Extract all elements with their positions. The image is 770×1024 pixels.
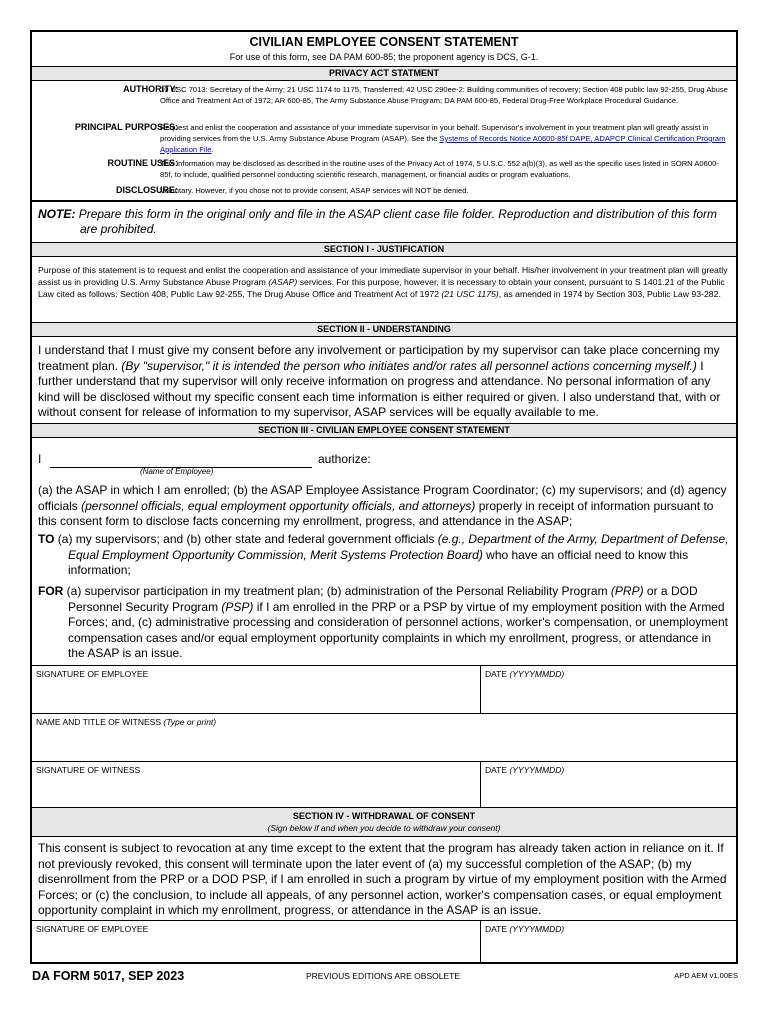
section-4-caption: (Sign below if and when you decide to withdraw your consent) — [267, 823, 501, 833]
section-4-text: This consent is subject to revocation at any time except to the extent that the program has already taken action in reliance on it. If not previously revoked, this consent will terminate upon the later event of (a) my successful completion of the ASAP; (b) my disenrollment from the PRP or a DOD PSP, if I am enrolled in such a program by virtue of my employment position with the Armed Forces; or (c) the conclusion, to include all appeals, of any personnel action, worker's compensation cases, or equal employment opportunity complaint in which my enrollment, progress, or attendance in the ASAP is an issue. — [38, 841, 727, 917]
section-4-header: SECTION IV - WITHDRAWAL OF CONSENT — [292, 811, 476, 821]
consent-paragraph-to: TO (a) my supervisors; and (b) other state and federal government officials (e.g., Department of the Army, Department of Defense, Equal Employment Opportunity Commission, Merit Systems Protection Board) who have an official need to know this information; — [38, 532, 729, 577]
name-caption: (Name of Employee) — [140, 467, 214, 476]
section-1-header: SECTION I - JUSTIFICATION — [32, 242, 736, 257]
form-number: DA FORM 5017, SEP 2023 — [32, 969, 185, 983]
section-2-header: SECTION II - UNDERSTANDING — [32, 322, 736, 337]
withdrawal-date-field[interactable]: DATE (YYYYMMDD) — [480, 920, 736, 964]
disclosure-label: DISCLOSURE: — [115, 185, 178, 195]
form-title: CIVILIAN EMPLOYEE CONSENT STATEMENT — [249, 35, 519, 49]
consent-paragraph-for: FOR (a) supervisor participation in my treatment plan; (b) administration of the Personal Reliability Program (PRP) or a DOD Personnel Security Program (PSP) if I am enrolled in the PRP or a PSP by virtue of my employment position with the Armed Forces; and, (c) administrative processing and consideration of personnel actions, worker's compensation, or unemployment compensation cases and/or equal employment opportunity complaints in which my enrollment, progress, or attendance in the ASAP is an issue. — [38, 584, 728, 660]
form-frame — [30, 30, 738, 964]
principal-purposes-text: Request and enlist the cooperation and assistance of your immediate supervisor in your behalf. Supervisor's involvement in your treatment plan will greatly assist in providing services from the U.S. Army Substance Abuse Program (ASAP). See the Systems of Records Notice A0600-85f DAPE, ADAPCP Clinical Certification Program Application File. — [160, 123, 726, 154]
sorn-link[interactable]: Systems of Records Notice A0600-85f DAPE, ADAPCP Clinical Certification Program Application File — [160, 134, 726, 154]
authority-label: AUTHORITY: — [123, 84, 178, 94]
note: NOTE: Prepare this form in the original only and file in the ASAP client case file folder. Reproduction and distribution of this form are prohibited. — [38, 207, 718, 236]
employee-signature-field[interactable]: SIGNATURE OF EMPLOYEE — [32, 665, 480, 713]
routine-uses-text: This information may be disclosed as described in the routine uses of the Privacy Act of 1974, 5 U.S.C. 552 a(b)(3), as well as the specific uses listed in SORN A0600-85f, to include, qualified personnel conducting scientific research, management, or financial audits or program evaluations. — [160, 159, 719, 179]
authorize-label: authorize: — [318, 452, 371, 466]
routine-uses-label: ROUTINE USES: — [107, 158, 178, 168]
disclosure-text: Voluntary. However, if you chose not to provide consent, ASAP services will NOT be denied. — [160, 186, 469, 195]
form-version: APD AEM v1.00ES — [674, 971, 738, 980]
section-2-text: I understand that I must give my consent before any involvement or participation by my supervisor can take place concerning my treatment plan. (By "supervisor," it is intended the person who initiates and/or rates all personnel actions concerning myself.) I further understand that my supervisor will only receive information on progress and attendance. No personal information of any kind will be disclosed without my specific consent each time information is either required or given. I also understand that, with or without consent for release of information to my supervisor, ASAP services will be equally available to me. — [38, 343, 721, 419]
witness-name-field[interactable]: NAME AND TITLE OF WITNESS (Type or print) — [32, 713, 736, 761]
i-label: I — [38, 452, 42, 466]
employee-name-input[interactable] — [50, 453, 312, 468]
witness-signature-field[interactable]: SIGNATURE OF WITNESS — [32, 761, 480, 807]
previous-editions: PREVIOUS EDITIONS ARE OBSOLETE — [306, 971, 460, 981]
withdrawal-signature-field[interactable]: SIGNATURE OF EMPLOYEE — [32, 920, 480, 964]
principal-purposes-label: PRINCIPAL PURPOSES: — [74, 122, 178, 132]
employee-date-field[interactable]: DATE (YYYYMMDD) — [480, 665, 736, 713]
privacy-act-header: PRIVACY ACT STATMENT — [32, 66, 736, 81]
section-3-header: SECTION III - CIVILIAN EMPLOYEE CONSENT STATEMENT — [32, 423, 736, 438]
consent-paragraph-1: (a) the ASAP in which I am enrolled; (b) the ASAP Employee Assistance Program Coordinator; (c) my supervisors; and (d) agency officials (personnel officials, equal employment opportunity officials, and attorneys) properly in receipt of information pursuant to this consent form to disclose facts concerning my enrollment, progress, and attendance in the ASAP; — [38, 483, 727, 528]
section-1-text: Purpose of this statement is to request and enlist the cooperation and assistance of your immediate supervisor in your behalf. His/her involvement in your treatment plan will greatly assist us in providing U.S. Army Substance Abuse Program (ASAP) services. For this purpose, however, it is necessary to obtain your consent, pursuant to S 1401.21 of the Public Law cited as follows: Section 408, Public Law 92-255, The Drug Abuse Office and Treatment Act of 1972 (21 USC 1175), as amended in 1974 by Section 303, Public Law 93-282. — [38, 265, 728, 299]
authority-text: 10 USC 7013: Secretary of the Army; 21 USC 1174 to 1175, Transferred; 42 USC 290ee-2: Building communities of recovery; Section 408 public law 92-255, Drug Abuse Office and Treatment Act of 1972; AR 600-85, The Army Substance Abuse Program; DA PAM 600-85, Federal Drug-Free Workplace Procedural Guidance. — [160, 85, 728, 105]
witness-date-field[interactable]: DATE (YYYYMMDD) — [480, 761, 736, 807]
form-subtitle: For use of this form, see DA PAM 600-85; the proponent agency is DCS, G-1. — [229, 52, 539, 62]
